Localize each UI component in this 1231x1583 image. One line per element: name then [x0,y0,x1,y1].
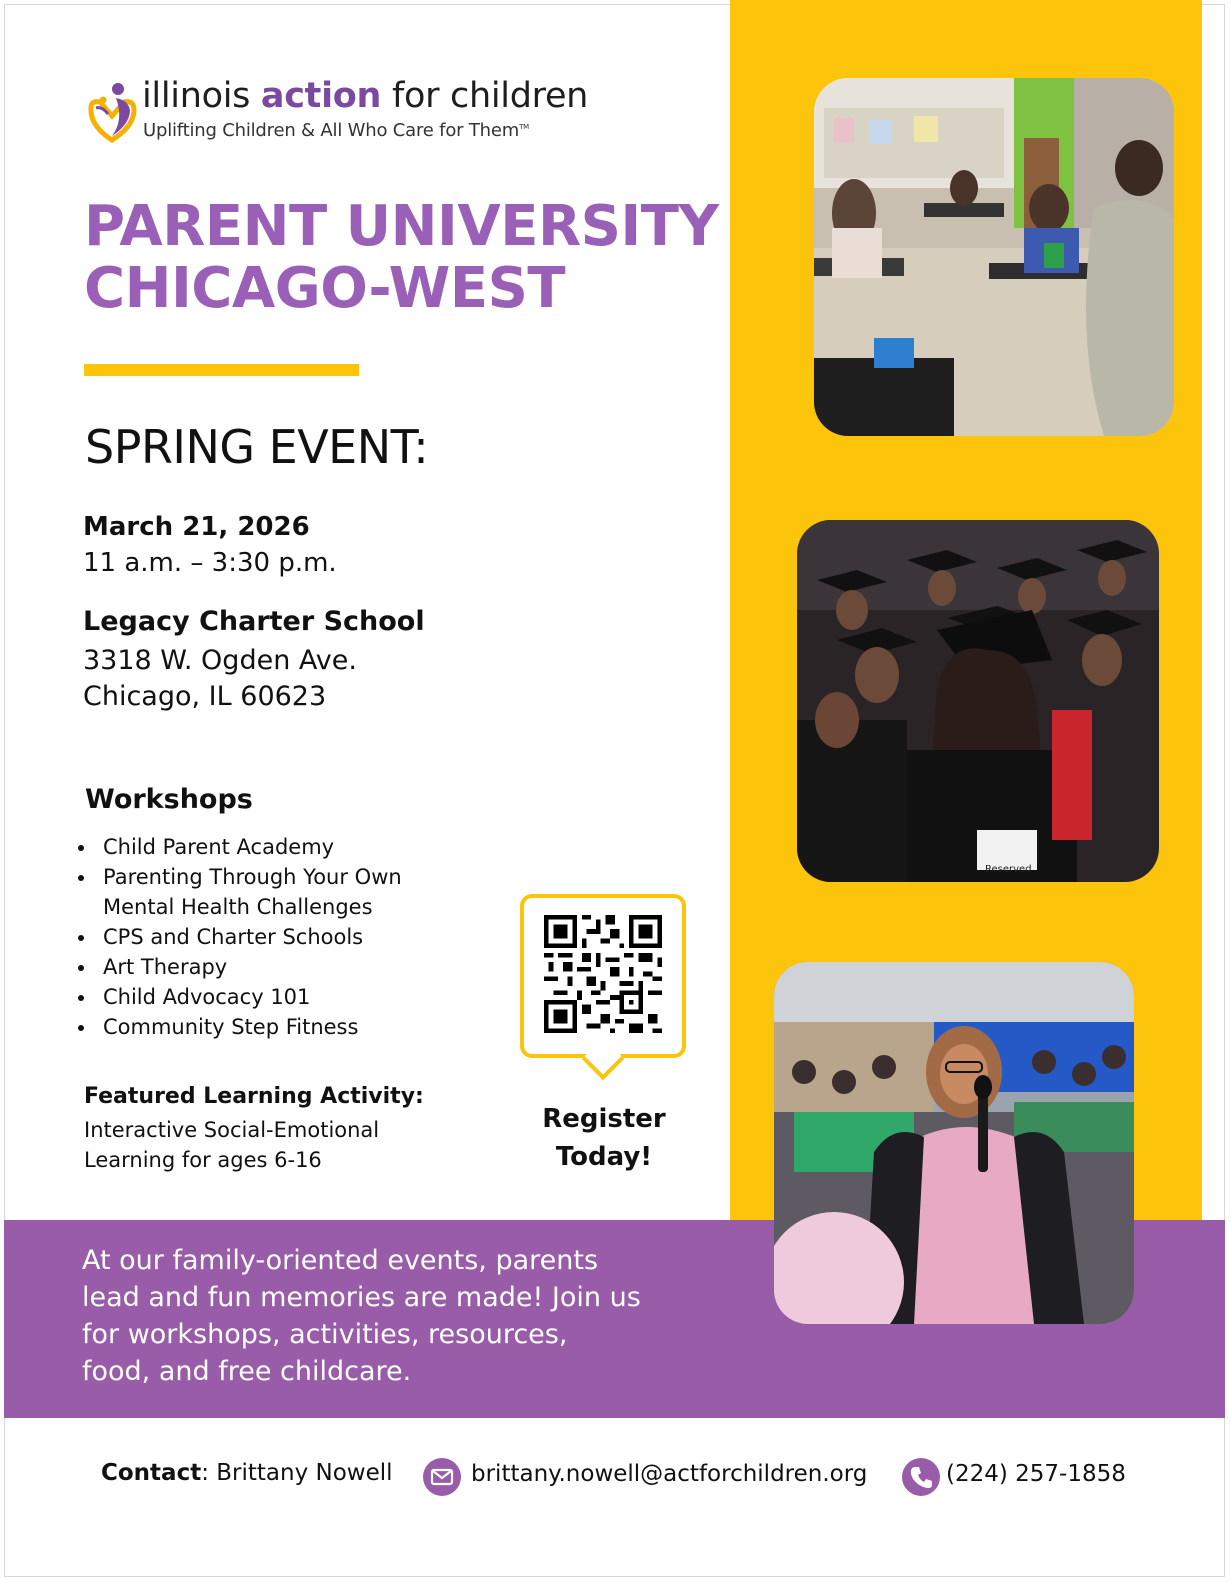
contact-name: : Brittany Nowell [201,1460,393,1486]
featured-activity-heading: Featured Learning Activity: [84,1084,424,1109]
register-line-1: Register [542,1104,666,1134]
heart-family-icon [86,80,138,144]
event-date: March 21, 2026 [83,512,310,542]
title-line-2: CHICAGO-WEST [84,256,566,321]
register-line-2: Today! [555,1142,653,1172]
event-heading: SPRING EVENT: [85,420,429,474]
contact-phone-link[interactable]: (224) 257-1858 [946,1461,1126,1487]
trademark-mark: TM [519,123,529,131]
event-time: 11 a.m. – 3:30 p.m. [83,548,337,578]
list-item: CPS and Charter Schools [78,922,463,952]
title-underline [84,364,359,376]
logo-tagline-text: Uplifting Children & All Who Care for Them [143,120,520,141]
workshops-list [78,832,463,1042]
list-item: Parenting Through Your Own Mental Health Challenges [78,862,463,922]
contact-label: Contact [101,1460,202,1486]
featured-activity-text: Interactive Social-Emotional Learning for ages 6-16 [84,1118,380,1172]
reserved-card-label: Reserved [985,864,1032,875]
logo-word-action: action [260,76,382,116]
event-venue: Legacy Charter School [83,606,425,637]
venue-street: 3318 W. Ogden Ave. [83,645,357,676]
logo-word-illinois: illinois [142,76,261,116]
list-item: Child Advocacy 101 [78,982,463,1012]
band-description: At our family-oriented events, parents lead and fun memories are made! Join us for workshops, activities, resources, food, and free childcare. [82,1245,641,1387]
contact-email-link[interactable]: brittany.nowell@actforchildren.org [471,1461,868,1487]
list-item: Child Parent Academy [78,832,463,862]
organization-logo [86,76,626,146]
email-icon [423,1458,461,1496]
speaker-photo [774,962,1134,1324]
register-cta[interactable] [524,1100,684,1176]
classroom-photo [814,78,1174,436]
list-item: Art Therapy [78,952,463,982]
contact-info [101,1460,393,1486]
venue-city: Chicago, IL 60623 [83,681,327,712]
page-title [84,196,719,320]
qr-code-icon[interactable] [544,915,662,1033]
phone-icon [902,1458,940,1496]
list-item: Community Step Fitness [78,1012,463,1042]
graduation-photo [797,520,1159,882]
workshops-heading: Workshops [85,784,253,815]
logo-wordmark [142,76,588,116]
title-line-1: PARENT UNIVERSITY [84,194,719,259]
logo-tagline [143,120,529,141]
logo-word-for-children: for children [381,76,589,116]
